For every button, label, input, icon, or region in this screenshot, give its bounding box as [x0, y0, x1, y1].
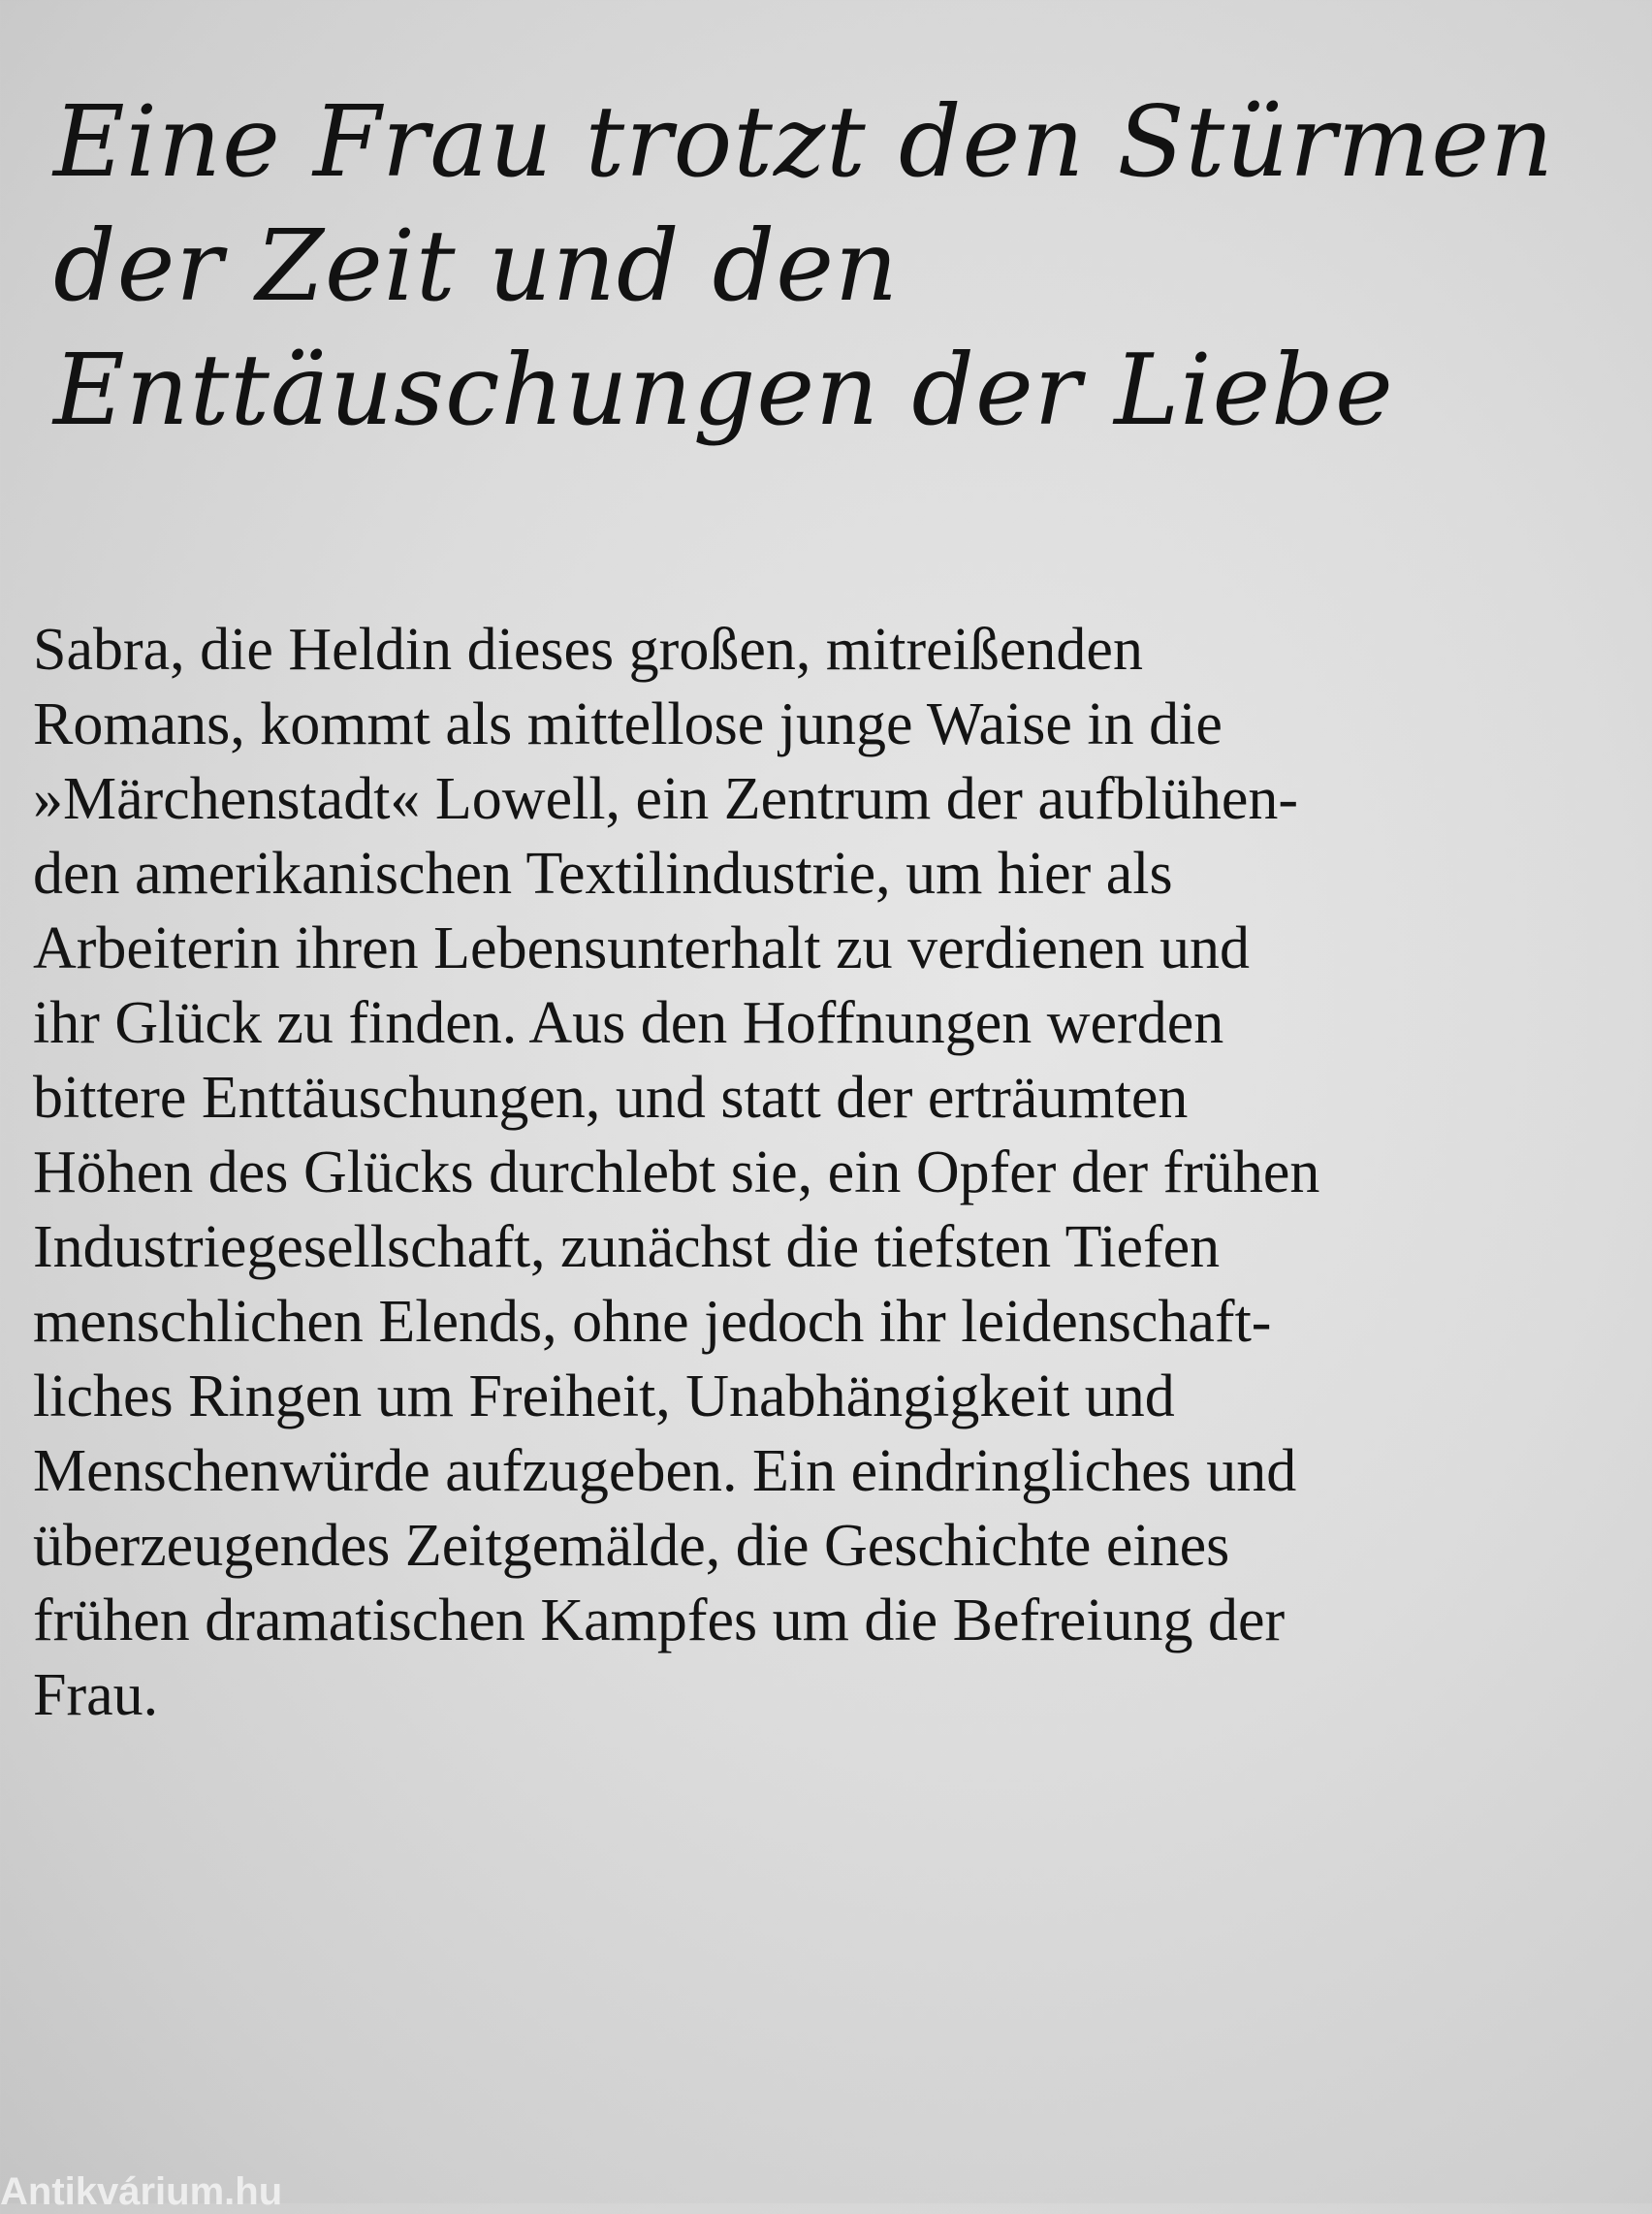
watermark: Antikvárium.hu [0, 2170, 283, 2213]
blurb-line: Romans, kommt als mittellose junge Waise in die [33, 691, 1223, 757]
blurb-line: den amerikanischen Textilindustrie, um hier als [33, 841, 1173, 907]
blurb-line: frühen dramatischen Kampfes um die Befreiung der [33, 1588, 1286, 1653]
headline-line: Enttäuschungen der Liebe [53, 333, 1394, 447]
blurb-line: liches Ringen um Freiheit, Unabhängigkeit und [33, 1364, 1175, 1429]
blurb-line: überzeugendes Zeitgemälde, die Geschichte eines [33, 1513, 1230, 1579]
headline-line: Eine Frau trotzt den Stürmen [53, 84, 1555, 199]
blurb-line: Industriegesellschaft, zunächst die tiefsten Tiefen [33, 1214, 1221, 1280]
blurb-line: ihr Glück zu finden. Aus den Hoffnungen werden [33, 990, 1224, 1056]
blurb-line: bittere Enttäuschungen, und statt der erträumten [33, 1065, 1189, 1131]
blurb-line: menschlichen Elends, ohne jedoch ihr leidenschaft- [33, 1289, 1272, 1355]
blurb-line: Arbeiterin ihren Lebensunterhalt zu verdienen und [33, 915, 1251, 981]
blurb-line: Sabra, die Heldin dieses großen, mitreißenden [33, 617, 1143, 683]
blurb-line: »Märchenstadt« Lowell, ein Zentrum der aufblühen- [33, 766, 1298, 832]
blurb-paragraph [33, 613, 1623, 1733]
headline-line: der Zeit und den [53, 209, 900, 323]
blurb-line: Menschenwürde aufzugeben. Ein eindringliches und [33, 1438, 1297, 1504]
blurb-line: Frau. [33, 1662, 159, 1728]
blurb-line: Höhen des Glücks durchlebt sie, ein Opfer der frühen [33, 1139, 1320, 1205]
headline [53, 80, 1604, 452]
